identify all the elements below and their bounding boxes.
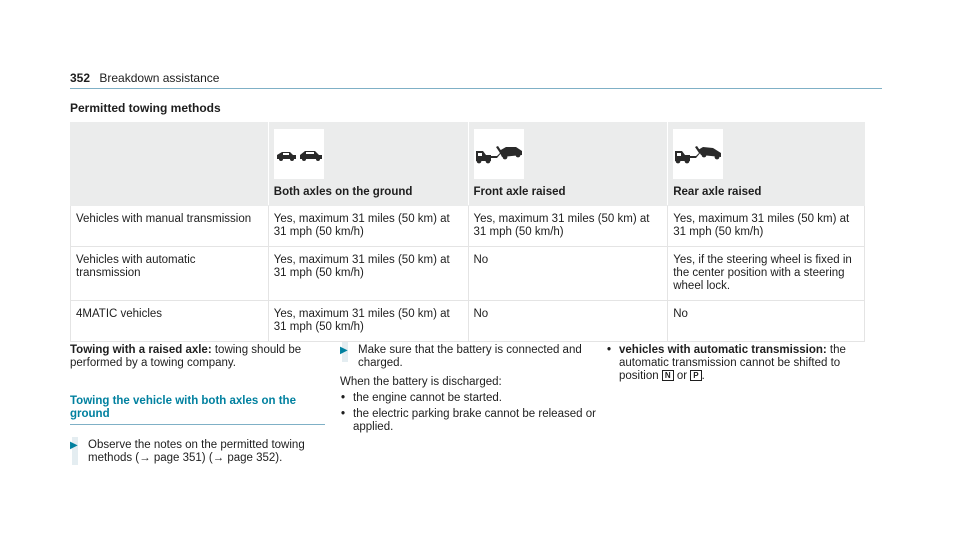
page-header xyxy=(70,71,219,85)
table-row xyxy=(71,247,865,301)
table-cell: Yes, maximum 31 miles (50 km) at 31 mph (50 km/h) xyxy=(468,206,668,247)
table-header-row xyxy=(71,123,865,206)
list-item: • the engine cannot be started. xyxy=(340,392,600,405)
row-label: 4MATIC vehicles xyxy=(71,301,269,342)
right-column xyxy=(606,344,866,383)
chapter-title: Breakdown assistance xyxy=(99,71,220,85)
subsection-heading: Towing the vehicle with both axles on the ground xyxy=(70,395,296,420)
tow-truck-front-raised-icon xyxy=(474,129,524,179)
battery-discharged-intro: When the battery is discharged: xyxy=(340,376,502,388)
instruction-step xyxy=(70,439,320,465)
row-label: Vehicles with automatic transmission xyxy=(71,247,269,301)
gear-n-key: N xyxy=(662,370,674,381)
header-label: Both axles on the ground xyxy=(273,186,413,198)
header-label: Front axle raised xyxy=(473,186,566,198)
instruction-text: Observe the notes on the permitted towing methods (→ page 351) (→ page 352). xyxy=(88,439,305,464)
header-both-axles xyxy=(268,123,468,206)
header-front-raised xyxy=(468,123,668,206)
gear-p-key: P xyxy=(690,370,701,381)
note-lead: Towing with a raised axle: xyxy=(70,344,212,356)
table-row xyxy=(71,206,865,247)
table-cell: Yes, maximum 31 miles (50 km) at 31 mph (50 km/h) xyxy=(268,206,468,247)
instruction-step xyxy=(340,344,600,370)
bullet-list xyxy=(340,392,600,434)
bullet-list xyxy=(606,344,866,383)
bullet-lead: vehicles with automatic transmission: xyxy=(619,344,827,356)
list-item xyxy=(606,344,866,383)
play-arrow-icon: ▶ xyxy=(70,440,78,451)
tow-truck-rear-raised-icon xyxy=(673,129,723,179)
table-cell: No xyxy=(468,247,668,301)
bullet-text: the automatic transmission cannot be shifted to position xyxy=(619,344,846,382)
list-item: • the electric parking brake cannot be released or applied. xyxy=(340,408,600,434)
header-rear-raised xyxy=(668,123,865,206)
table-cell: Yes, maximum 31 miles (50 km) at 31 mph (50 km/h) xyxy=(668,206,865,247)
header-label: Rear axle raised xyxy=(673,186,762,198)
note-text: towing should be performed by a towing company. xyxy=(70,344,302,369)
table-cell: Yes, maximum 31 miles (50 km) at 31 mph (50 km/h) xyxy=(268,301,468,342)
empty-header-cell xyxy=(71,123,269,206)
table-cell: No xyxy=(668,301,865,342)
towing-methods-table xyxy=(70,122,865,342)
subsection-divider xyxy=(70,424,325,425)
page-number: 352 xyxy=(70,71,91,85)
instruction-text: Make sure that the battery is connected and charged. xyxy=(358,344,582,369)
table-row xyxy=(71,301,865,342)
table-cell: No xyxy=(468,301,668,342)
section-title: Permitted towing methods xyxy=(70,101,221,115)
middle-column xyxy=(340,344,600,434)
car-on-ground-icon xyxy=(274,129,324,179)
play-arrow-icon: ▶ xyxy=(340,345,348,356)
header-divider xyxy=(70,88,882,89)
towing-raised-axle-note xyxy=(70,344,320,370)
or-text: or xyxy=(676,370,688,382)
table-cell: Yes, maximum 31 miles (50 km) at 31 mph (50 km/h) xyxy=(268,247,468,301)
row-label: Vehicles with manual transmission xyxy=(71,206,269,247)
left-column xyxy=(70,344,320,465)
end-punct: . xyxy=(701,370,705,382)
table-cell: Yes, if the steering wheel is fixed in the center position with a steering wheel lock. xyxy=(668,247,865,301)
